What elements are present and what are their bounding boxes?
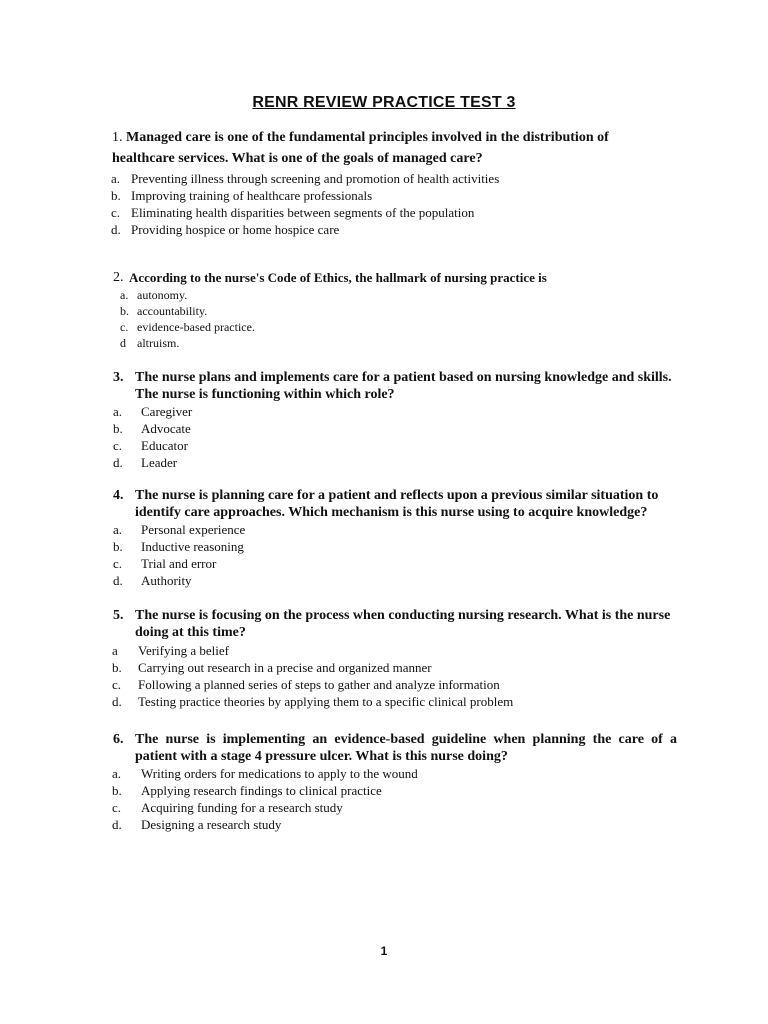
- option-text: Testing practice theories by applying them to a specific clinical problem: [138, 694, 514, 709]
- question-text: The nurse is focusing on the process when conducting nursing research. What is the nurse doing at this time?: [135, 608, 671, 640]
- question-stem: [0, 269, 768, 286]
- option-d: [0, 454, 768, 471]
- question-6: [0, 731, 768, 833]
- option-letter: c.: [113, 438, 123, 453]
- option-letter: a: [112, 643, 118, 658]
- option-letter: c.: [112, 800, 122, 815]
- option-d: [0, 693, 768, 710]
- options-list: [0, 521, 768, 589]
- option-b: [0, 420, 768, 437]
- option-text: Providing hospice or home hospice care: [131, 222, 340, 237]
- options-list: [0, 403, 768, 471]
- option-text: Personal experience: [141, 522, 246, 537]
- option-text: Improving training of healthcare professionals: [131, 188, 373, 203]
- option-letter: c.: [112, 677, 122, 692]
- option-c: [0, 319, 768, 335]
- option-a: [0, 521, 768, 538]
- options-list: [0, 287, 768, 351]
- question-2: [0, 269, 768, 351]
- option-letter: b.: [120, 304, 129, 318]
- option-a: [0, 642, 768, 659]
- option-c: [0, 555, 768, 572]
- question-number: 6.: [113, 732, 124, 747]
- option-b: [0, 659, 768, 676]
- option-b: [0, 303, 768, 319]
- option-text: Advocate: [141, 421, 191, 436]
- question-text: The nurse plans and implements care for a patient based on nursing knowledge and skills. The nurse is functioning within which role?: [135, 370, 672, 402]
- option-b: [0, 782, 768, 799]
- option-letter: b.: [113, 539, 123, 554]
- page-number: 1: [380, 944, 388, 958]
- option-text: Trial and error: [141, 556, 217, 571]
- option-letter: b.: [113, 421, 123, 436]
- option-b: [0, 538, 768, 555]
- options-list: [0, 170, 768, 238]
- question-stem: [0, 731, 768, 765]
- option-letter: c.: [120, 320, 129, 334]
- question-5: [0, 607, 768, 710]
- option-letter: d.: [111, 222, 121, 237]
- option-letter: d.: [113, 455, 123, 470]
- option-d: [0, 816, 768, 833]
- option-a: [0, 765, 768, 782]
- question-number: 2.: [113, 270, 124, 285]
- options-list: [0, 765, 768, 833]
- option-text: accountability.: [137, 304, 208, 318]
- question-stem: [112, 127, 657, 169]
- option-text: evidence-based practice.: [137, 320, 255, 334]
- option-text: Designing a research study: [141, 817, 282, 832]
- option-letter: b.: [112, 660, 122, 675]
- option-text: Acquiring funding for a research study: [141, 800, 343, 815]
- option-d: [0, 335, 768, 351]
- options-list: [0, 642, 768, 710]
- option-text: Writing orders for medications to apply to the wound: [141, 766, 418, 781]
- question-number: 4.: [113, 488, 124, 503]
- option-letter: a.: [113, 404, 123, 419]
- question-4: [0, 487, 768, 589]
- option-a: [0, 287, 768, 303]
- question-stem: [0, 369, 768, 403]
- option-a: [0, 170, 768, 187]
- option-letter: c.: [113, 556, 123, 571]
- option-text: Educator: [141, 438, 188, 453]
- option-text: Preventing illness through screening and promotion of health activities: [131, 171, 500, 186]
- option-text: Applying research findings to clinical practice: [141, 783, 382, 798]
- option-text: autonomy.: [137, 288, 188, 302]
- option-letter: d: [120, 336, 126, 350]
- option-letter: b.: [112, 783, 122, 798]
- option-d: [0, 572, 768, 589]
- question-stem: [0, 487, 768, 521]
- question-text: According to the nurse's Code of Ethics, the hallmark of nursing practice is: [129, 270, 547, 285]
- option-text: Carrying out research in a precise and organized manner: [138, 660, 432, 675]
- option-c: [0, 437, 768, 454]
- option-text: Authority: [141, 573, 192, 588]
- option-c: [0, 799, 768, 816]
- question-1: [0, 127, 768, 238]
- option-c: [0, 204, 768, 221]
- option-text: Eliminating health disparities between segments of the population: [131, 205, 475, 220]
- option-text: Leader: [141, 455, 178, 470]
- option-letter: d.: [112, 817, 122, 832]
- question-text: The nurse is planning care for a patient and reflects upon a previous similar situation to identify care approaches. Which mechanism is this nurse using to acquire knowledge?: [135, 488, 659, 520]
- option-letter: b.: [111, 188, 121, 203]
- page-title: RENR REVIEW PRACTICE TEST 3: [252, 94, 516, 111]
- option-b: [0, 187, 768, 204]
- question-number: 3.: [113, 370, 124, 385]
- question-number: 1.: [112, 130, 123, 145]
- option-text: altruism.: [137, 336, 180, 350]
- question-stem: [0, 607, 768, 641]
- option-c: [0, 676, 768, 693]
- option-text: Verifying a belief: [138, 643, 229, 658]
- option-letter: a.: [111, 171, 121, 186]
- question-text: The nurse is implementing an evidence-based guideline when planning the care of a patient with a stage 4 pressure ulcer. What is this nurse doing?: [135, 732, 677, 764]
- option-d: [0, 221, 768, 238]
- question-text: Managed care is one of the fundamental principles involved in the distribution of healthcare services. What is one of the goals of managed care?: [112, 130, 609, 166]
- option-text: Inductive reasoning: [141, 539, 244, 554]
- question-number: 5.: [113, 608, 124, 623]
- option-letter: a.: [120, 288, 129, 302]
- option-letter: a.: [112, 766, 122, 781]
- option-letter: c.: [111, 205, 121, 220]
- option-letter: d.: [113, 573, 123, 588]
- option-letter: a.: [113, 522, 123, 537]
- question-3: [0, 369, 768, 471]
- option-a: [0, 403, 768, 420]
- option-text: Following a planned series of steps to gather and analyze information: [138, 677, 500, 692]
- option-letter: d.: [112, 694, 122, 709]
- option-text: Caregiver: [141, 404, 193, 419]
